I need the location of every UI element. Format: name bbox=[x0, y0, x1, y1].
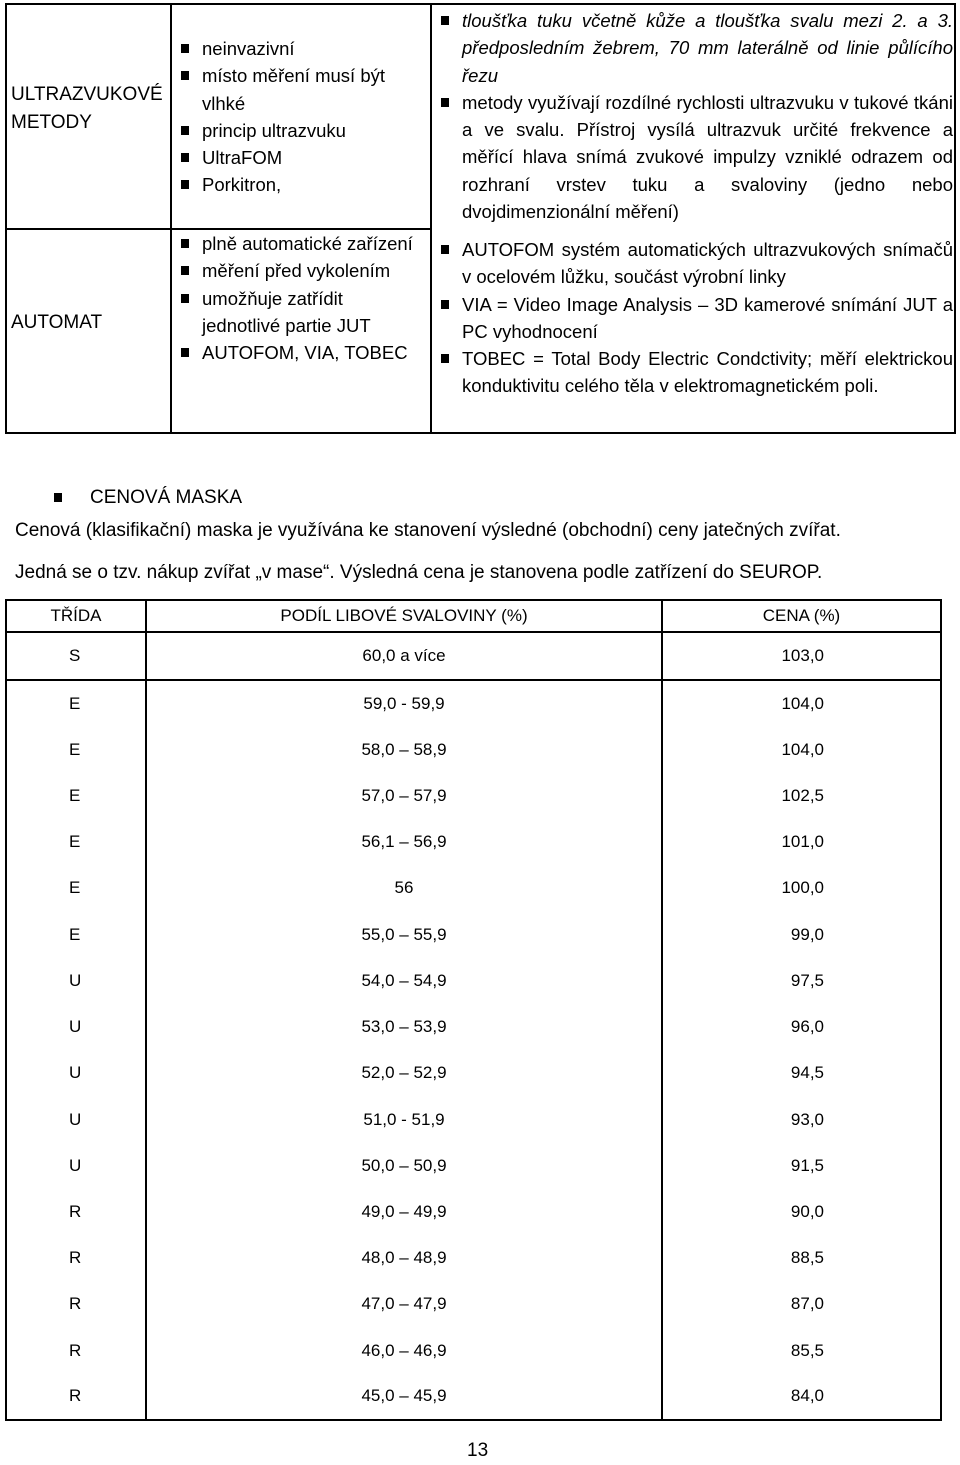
table-cell-price: 93,0 bbox=[662, 1096, 941, 1142]
table-cell-class: U bbox=[6, 1004, 146, 1050]
list-item: AUTOFOM systém automatických ultrazvukových snímačů v ocelovém lůžku, součást výrobní linky bbox=[435, 236, 953, 291]
table-cell-lean-meat: 49,0 – 49,9 bbox=[146, 1189, 662, 1235]
column-divider bbox=[430, 5, 432, 432]
table-cell-class: E bbox=[6, 727, 146, 773]
table-row bbox=[6, 1328, 941, 1374]
table-row bbox=[6, 1143, 941, 1189]
automat-description-list bbox=[435, 236, 953, 400]
table-cell-price: 87,0 bbox=[662, 1281, 941, 1327]
table-cell-lean-meat: 45,0 – 45,9 bbox=[146, 1374, 662, 1420]
table-cell-price: 90,0 bbox=[662, 1189, 941, 1235]
list-item: měření před vykolením bbox=[175, 257, 415, 284]
table-cell-class: U bbox=[6, 958, 146, 1004]
table-cell-price: 100,0 bbox=[662, 865, 941, 911]
row-divider bbox=[7, 228, 170, 230]
table-cell-price: 101,0 bbox=[662, 819, 941, 865]
table-row bbox=[6, 865, 941, 911]
description-text: metody využívají rozdílné rychlosti ultrazvuku v tukové tkáni a ve svalu. bbox=[462, 91, 953, 141]
table-cell-price: 97,5 bbox=[662, 958, 941, 1004]
column-divider bbox=[170, 5, 172, 432]
ultrasound-description-list bbox=[435, 7, 953, 225]
table-cell-class: U bbox=[6, 1096, 146, 1142]
price-table-body bbox=[6, 632, 941, 1420]
description-text: Přístroj vysílá ultrazvuk určité frekvence a měřící hlava snímá zvukové impulzy vzniklé odrazem od rozhraní vrstev tuku a svaloviny (jedno nebo dvojdimenzionální měření) bbox=[462, 119, 954, 223]
ultrasound-features-list bbox=[175, 35, 415, 199]
table-cell-lean-meat: 60,0 a více bbox=[146, 632, 662, 680]
table-row bbox=[6, 1050, 941, 1096]
table-cell-price: 85,5 bbox=[662, 1328, 941, 1374]
table-cell-lean-meat: 56,1 – 56,9 bbox=[146, 819, 662, 865]
table-cell-lean-meat: 57,0 – 57,9 bbox=[146, 773, 662, 819]
table-row bbox=[6, 819, 941, 865]
table-cell-price: 103,0 bbox=[662, 632, 941, 680]
table-cell-lean-meat: 52,0 – 52,9 bbox=[146, 1050, 662, 1096]
list-item bbox=[435, 89, 953, 225]
table-cell-class: U bbox=[6, 1143, 146, 1189]
table-row bbox=[6, 680, 941, 726]
table-cell-lean-meat: 53,0 – 53,9 bbox=[146, 1004, 662, 1050]
list-item: Porkitron, bbox=[175, 171, 415, 198]
table-cell-lean-meat: 56 bbox=[146, 865, 662, 911]
category-ultrasound: ULTRAZVUKOVÉ METODY bbox=[11, 84, 163, 133]
table-cell-price: 91,5 bbox=[662, 1143, 941, 1189]
table-cell-class: R bbox=[6, 1374, 146, 1420]
table-cell-lean-meat: 48,0 – 48,9 bbox=[146, 1235, 662, 1281]
table-cell-price: 94,5 bbox=[662, 1050, 941, 1096]
table-header: PODÍL LIBOVÉ SVALOVINY (%) bbox=[146, 600, 662, 632]
list-item: místo měření musí být vlhké bbox=[175, 62, 415, 117]
bullet-icon bbox=[54, 493, 62, 502]
table-row bbox=[6, 1096, 941, 1142]
table-cell-class: U bbox=[6, 1050, 146, 1096]
list-item: AUTOFOM, VIA, TOBEC bbox=[175, 339, 415, 366]
table-cell-class: R bbox=[6, 1235, 146, 1281]
list-item: plně automatické zařízení bbox=[175, 230, 415, 257]
page-number: 13 bbox=[467, 1440, 489, 1461]
table-cell-lean-meat: 51,0 - 51,9 bbox=[146, 1096, 662, 1142]
methods-table bbox=[5, 3, 956, 434]
table-cell-price: 104,0 bbox=[662, 727, 941, 773]
table-cell-class: E bbox=[6, 819, 146, 865]
table-cell-lean-meat: 47,0 – 47,9 bbox=[146, 1281, 662, 1327]
list-item: princip ultrazvuku bbox=[175, 117, 415, 144]
table-row bbox=[6, 1004, 941, 1050]
table-cell-lean-meat: 54,0 – 54,9 bbox=[146, 958, 662, 1004]
table-row bbox=[6, 1374, 941, 1420]
table-row bbox=[6, 632, 941, 680]
table-row bbox=[6, 773, 941, 819]
table-cell-price: 88,5 bbox=[662, 1235, 941, 1281]
price-table bbox=[5, 599, 942, 1421]
paragraph-line: Jedná se o tzv. nákup zvířat „v mase“. Výsledná cena je stanovena podle zatřízení do SEUROP. bbox=[15, 562, 823, 583]
table-row bbox=[6, 958, 941, 1004]
table-cell-class: E bbox=[6, 680, 146, 726]
table-cell-price: 84,0 bbox=[662, 1374, 941, 1420]
table-cell-class: E bbox=[6, 865, 146, 911]
table-row bbox=[6, 912, 941, 958]
table-cell-price: 104,0 bbox=[662, 680, 941, 726]
table-cell-price: 96,0 bbox=[662, 1004, 941, 1050]
list-item: umožňuje zatřídit jednotlivé partie JUT bbox=[175, 285, 415, 340]
list-item: VIA = Video Image Analysis – 3D kamerové snímání JUT a PC vyhodnocení bbox=[435, 291, 953, 346]
paragraph-line: Cenová (klasifikační) maska je využívána ke stanovení výsledné (obchodní) ceny jatečných zvířat. bbox=[15, 520, 841, 541]
list-item: TOBEC = Total Body Electric Condctivity; měří elektrickou konduktivitu celého těla v elektromagnetickém poli. bbox=[435, 345, 953, 400]
table-header: TŘÍDA bbox=[6, 600, 146, 632]
list-item: neinvazivní bbox=[175, 35, 415, 62]
automat-features-list bbox=[175, 230, 415, 366]
table-cell-class: R bbox=[6, 1328, 146, 1374]
list-item: UltraFOM bbox=[175, 144, 415, 171]
table-cell-class: E bbox=[6, 912, 146, 958]
table-header: CENA (%) bbox=[662, 600, 941, 632]
table-row bbox=[6, 1281, 941, 1327]
table-row bbox=[6, 727, 941, 773]
table-cell-price: 102,5 bbox=[662, 773, 941, 819]
table-row bbox=[6, 1189, 941, 1235]
category-automat: AUTOMAT bbox=[11, 312, 103, 333]
table-cell-price: 99,0 bbox=[662, 912, 941, 958]
list-item: tloušťka tuku včetně kůže a tloušťka svalu mezi 2. a 3. předposledním žebrem, 70 mm laterálně od linie půlícího řezu bbox=[435, 7, 953, 89]
section-title: CENOVÁ MASKA bbox=[90, 487, 243, 508]
table-cell-lean-meat: 59,0 - 59,9 bbox=[146, 680, 662, 726]
table-cell-lean-meat: 58,0 – 58,9 bbox=[146, 727, 662, 773]
table-cell-class: R bbox=[6, 1189, 146, 1235]
table-row bbox=[6, 1235, 941, 1281]
table-cell-lean-meat: 46,0 – 46,9 bbox=[146, 1328, 662, 1374]
table-cell-lean-meat: 55,0 – 55,9 bbox=[146, 912, 662, 958]
table-cell-class: E bbox=[6, 773, 146, 819]
table-cell-class: S bbox=[6, 632, 146, 680]
table-cell-class: R bbox=[6, 1281, 146, 1327]
table-cell-lean-meat: 50,0 – 50,9 bbox=[146, 1143, 662, 1189]
